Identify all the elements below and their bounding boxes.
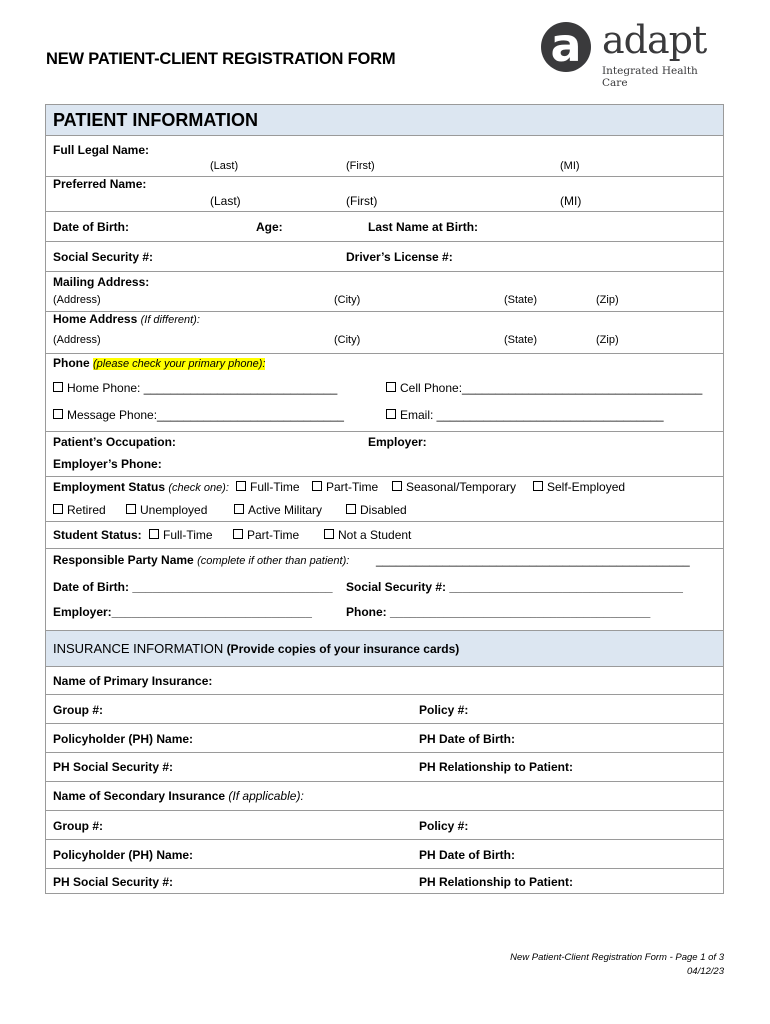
option-full-time[interactable]: Full-Time — [236, 480, 300, 494]
message-phone-checkbox[interactable]: Message Phone:____________________________ — [53, 408, 344, 422]
field-label: Phone (please check your primary phone): — [53, 356, 266, 370]
home-phone-checkbox[interactable]: Home Phone: _____________________________ — [53, 381, 337, 395]
field-label: Policy #: — [419, 703, 469, 717]
responsible-party-block[interactable] — [46, 549, 723, 631]
field-label: Policy #: — [419, 819, 469, 833]
footer-page-info: New Patient-Client Registration Form - Page 1 of 3 — [510, 952, 724, 963]
registration-form — [45, 104, 724, 894]
student-not-a-student[interactable]: Not a Student — [324, 528, 411, 542]
field-label: PH Date of Birth: — [419, 732, 515, 746]
option-part-time[interactable]: Part-Time — [312, 480, 378, 494]
primary-ph-ssn-row[interactable] — [46, 753, 723, 782]
field-label: Last Name at Birth: — [368, 220, 479, 234]
responsible-name-line[interactable]: _______________________________________________ — [376, 553, 690, 567]
dob-row[interactable] — [46, 212, 723, 242]
field-label: Policyholder (PH) Name: — [53, 732, 194, 746]
sub-label: (City) — [334, 294, 361, 306]
rp-ssn-field[interactable]: Social Security #: ___________________________________ — [346, 580, 683, 594]
primary-insurance-row[interactable] — [46, 667, 723, 695]
home-address-row[interactable] — [46, 312, 723, 354]
field-label: Responsible Party Name (complete if other than patient): — [53, 553, 350, 567]
field-label: PH Relationship to Patient: — [419, 760, 574, 774]
student-part-time[interactable]: Part-Time — [233, 528, 299, 542]
student-status-row — [46, 522, 723, 549]
field-label: Policyholder (PH) Name: — [53, 848, 194, 862]
field-label: Student Status: — [53, 528, 142, 542]
page-title: NEW PATIENT-CLIENT REGISTRATION FORM — [46, 50, 396, 68]
sub-label: (Last) — [210, 194, 241, 208]
field-label: PH Social Security #: — [53, 875, 174, 889]
sub-label: (MI) — [560, 194, 582, 208]
field-label: Employer: — [368, 435, 427, 449]
sub-label: (First) — [346, 194, 378, 208]
sub-label: (City) — [334, 334, 361, 346]
logo-tagline: Integrated Health Care — [602, 65, 698, 89]
adapt-logo — [541, 18, 721, 89]
patient-info-header — [46, 105, 723, 136]
field-label: PH Social Security #: — [53, 760, 174, 774]
email-checkbox[interactable]: Email: __________________________________ — [386, 408, 664, 422]
secondary-ph-ssn-row[interactable] — [46, 869, 723, 893]
secondary-insurance-row[interactable] — [46, 782, 723, 811]
sub-label: (Last) — [210, 160, 239, 172]
field-label: Social Security #: — [53, 250, 154, 264]
employment-status-row — [46, 477, 723, 522]
sub-label: (MI) — [560, 160, 580, 172]
logo-mark-icon: a — [541, 22, 591, 72]
field-label: Date of Birth: — [53, 220, 129, 234]
sub-label: (Address) — [53, 294, 101, 306]
secondary-group-row[interactable] — [46, 811, 723, 840]
sub-label: (Zip) — [596, 334, 619, 346]
sub-label: (Address) — [53, 334, 101, 346]
option-retired[interactable]: Retired — [53, 503, 106, 517]
field-label: Home Address (If different): — [53, 312, 200, 326]
sub-label: (State) — [504, 334, 538, 346]
phone-block — [46, 354, 723, 432]
footer-date: 04/12/23 — [687, 966, 724, 977]
occupation-row[interactable] — [46, 432, 723, 477]
field-label: Mailing Address: — [53, 275, 150, 289]
option-self-employed[interactable]: Self-Employed — [533, 480, 625, 494]
primary-ph-name-row[interactable] — [46, 724, 723, 753]
field-label: Employer’s Phone: — [53, 457, 162, 471]
field-label: Age: — [256, 220, 283, 234]
student-full-time[interactable]: Full-Time — [149, 528, 213, 542]
field-label: Group #: — [53, 819, 103, 833]
option-active-military[interactable]: Active Military — [234, 503, 322, 517]
cell-phone-checkbox[interactable]: Cell Phone:____________________________________ — [386, 381, 702, 395]
section-heading: PATIENT INFORMATION — [53, 110, 258, 130]
logo-wordmark: adapt — [602, 18, 707, 62]
field-label: Full Legal Name: — [53, 143, 150, 157]
primary-group-row[interactable] — [46, 695, 723, 724]
option-seasonal[interactable]: Seasonal/Temporary — [392, 480, 516, 494]
field-label: Group #: — [53, 703, 103, 717]
field-label: Driver’s License #: — [346, 250, 453, 264]
insurance-info-header — [46, 631, 723, 667]
ssn-row[interactable] — [46, 242, 723, 272]
field-label: Patient’s Occupation: — [53, 435, 176, 449]
section-heading: INSURANCE INFORMATION (Provide copies of your insurance cards) — [53, 641, 460, 656]
field-label: PH Relationship to Patient: — [419, 875, 574, 889]
preferred-name-row[interactable] — [46, 177, 723, 212]
sub-label: (First) — [346, 160, 375, 172]
option-unemployed[interactable]: Unemployed — [126, 503, 207, 517]
field-label: PH Date of Birth: — [419, 848, 515, 862]
sub-label: (State) — [504, 294, 538, 306]
option-disabled[interactable]: Disabled — [346, 503, 407, 517]
rp-phone-field[interactable]: Phone: _______________________________________ — [346, 605, 651, 619]
full-legal-name-row[interactable] — [46, 136, 723, 177]
field-label: Employment Status (check one): — [53, 480, 229, 494]
rp-dob-field[interactable]: Date of Birth: ______________________________ — [53, 580, 333, 594]
field-label: Name of Primary Insurance: — [53, 674, 213, 688]
field-label: Name of Secondary Insurance (If applicable): — [53, 789, 304, 803]
rp-employer-field[interactable]: Employer:______________________________ — [53, 605, 312, 619]
field-label: Preferred Name: — [53, 177, 147, 191]
sub-label: (Zip) — [596, 294, 619, 306]
mailing-address-row[interactable] — [46, 272, 723, 312]
page-footer — [510, 951, 724, 979]
secondary-ph-name-row[interactable] — [46, 840, 723, 869]
